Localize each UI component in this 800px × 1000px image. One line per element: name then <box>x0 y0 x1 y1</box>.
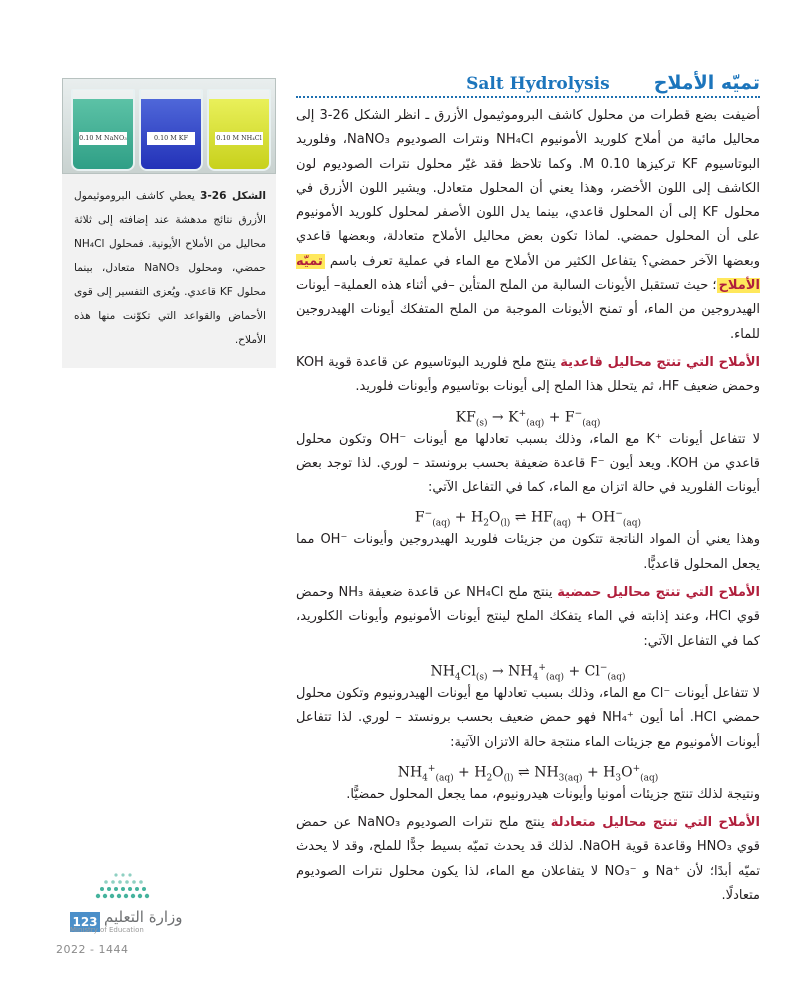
neutral-salts-text: ينتج ملح نترات الصوديوم NaNO₃ عن حمض قوي HNO₃ وقاعدة قوية NaOH. لذلك قد يحدث تميّه بسيط جدًّا للملح، وقد لا يحدث تميّه أبدًا؛ لأن ⁺Na و ⁻NO₃ لا يتفاعلان مع الماء، لذا يكون محلول نترات الصوديوم متعادلًا. <box>296 815 761 904</box>
intro-text-end: ؛ حيث تستقبل الأيونات السالبة من الملح المتأين –في أثناء هذه العملية– أيونات الهيدروجين من الماء، أو تمنح الأيونات الموجبة من الملح المتفكك أيونات الهيدروجين للماء. <box>296 278 760 342</box>
ministry-name-arabic: وزارة التعليم <box>104 908 183 926</box>
main-text-column <box>296 104 760 908</box>
beaker-label-kf: 0.10 M KF <box>147 132 195 145</box>
acidic-salts-paragraph-3: ونتيجة لذلك تنتج جزيئات أمونيا وأيونات هيدرونيوم، مما يجعل المحلول حمضيًّا. <box>346 786 760 802</box>
figure-caption <box>62 174 276 368</box>
ministry-name-english: Ministry of Education <box>70 926 144 934</box>
intro-text: أضيفت بضع قطرات من محلول كاشف البروموثيمول الأزرق ـ انظر الشكل 26-3 إلى محاليل مائية من أملاح كلوريد الأمونيوم NH₄Cl ونترات الصوديوم NaNO₃، وفلوريد البوتاسيوم KF تركيزها 0.10 M. وكما تلاحظ فقد غيّر محلول نترات الصوديوم لون الكاشف إلى اللون الأخضر، وهذا يعني أن المحلول متعادل. ويشير اللون الأزرق في محلول KF إلى أن المحلول قاعدي، بينما يدل اللون الأصفر لمحلول كلوريد الأمونيوم على أن المحلول حمضي. لماذا تكون بعض محاليل الأملاح متعادلة، وبعضها قاعدي وبعضها الآخر حمضي؟ يتفاعل الكثير من الأملاح مع الماء في عملية تعرف باسم <box>296 108 760 269</box>
beaker-label-nano3: 0.10 M NaNO₃ <box>79 132 127 145</box>
section-title-arabic: تميّه الأملاح <box>653 72 760 94</box>
ministry-logo-icon <box>92 868 154 902</box>
section-title-english: Salt Hydrolysis <box>466 74 610 94</box>
acidic-salts-paragraph <box>296 581 760 654</box>
title-divider <box>296 96 760 98</box>
basic-salts-paragraph-2: لا تتفاعل أيونات ⁺K مع الماء، وذلك بسبب تعادلها مع أيونات ⁻OH وتكون محلول قاعدي من KOH. ويعد أيون ⁻F قاعدة ضعيفة بحسب برونستد – لوري. لذا توجد بعض أيونات الفلوريد في حالة اتزان مع الماء، كما في التفاعل الآتي: <box>296 431 761 496</box>
equation-ammonium-hydrolysis: $NH_4^+_{(aq)} + H_2O_{(l)}$ ⇌ $NH_{3(aq)} + H_3O^+_{(aq)}$ <box>397 763 659 784</box>
beakers-photo <box>62 78 276 174</box>
acidic-salts-text: ينتج ملح NH₄Cl عن قاعدة ضعيفة NH₃ وحمض قوي HCl، وعند إذابته في الماء يتفكك الملح لينتج أيونات الأمونيوم وأيونات الكلوريد، كما في التفاعل الآتي: <box>296 585 760 649</box>
intro-paragraph <box>296 104 760 347</box>
neutral-salts-paragraph <box>296 811 760 908</box>
acidic-salts-paragraph-2: لا تتفاعل أيونات ⁻Cl مع الماء، وذلك بسبب تعادلها مع أيونات الهيدرونيوم وتكون محلول حمضي HCl. أما أيون ⁺NH₄ فهو حمض ضعيف بحسب برونستد – لوري. لذا تتفاعل أيونات الأمونيوم مع جزيئات الماء منتجة حالة الاتزان الآتية: <box>296 685 761 750</box>
acidic-salts-heading: الأملاح التي تنتج محاليل حمضية <box>557 585 760 601</box>
caption-text: يعطي كاشف البروموثيمول الأزرق نتائج مدهشة عند إضافته إلى ثلاثة محاليل من الأملاح الأيونية. فمحلول NH₄Cl حمضي، ومحلول NaNO₃ متعادل، بينما محلول KF قاعدي. ويُعزى التفسير إلى قوى الأحماض والقواعد التي تكوّنت منها هذه الأملاح. <box>74 190 267 346</box>
equation-nh4cl-dissociation: $NH_4Cl_{(s)} \to NH_4^+_{(aq)} + Cl^-_{(aq)}$ <box>430 662 626 683</box>
beaker-nano3 <box>71 89 135 171</box>
caption-figure-number: الشكل 26-3 <box>200 190 267 202</box>
beaker-nh4cl <box>207 89 271 171</box>
neutral-salts-heading: الأملاح التي تنتج محاليل متعادلة <box>550 815 760 831</box>
page-number: 123 <box>70 912 100 932</box>
basic-salts-paragraph-3: وهذا يعني أن المواد الناتجة تتكون من جزيئات فلوريد الهيدروجين وأيونات ⁻OH مما يجعل المحلول قاعديًّا. <box>296 532 760 572</box>
section-title <box>466 72 760 98</box>
beaker-kf <box>139 89 203 171</box>
basic-salts-heading: الأملاح التي تنتج محاليل قاعدية <box>560 354 760 370</box>
beaker-label-nh4cl: 0.10 M NH₄Cl <box>215 132 263 145</box>
equation-fluoride-hydrolysis: $F^-_{(aq)} + H_2O_{(l)}$ ⇌ $HF_{(aq)} + OH^-_{(aq)}$ <box>414 509 642 529</box>
basic-salts-paragraph <box>296 351 760 400</box>
basic-salts-text: ينتج ملح فلوريد البوتاسيوم عن قاعدة قوية KOH وحمض ضعيف HF، ثم يتحلل هذا الملح إلى أيونات بوتاسيوم وأيونات فلوريد. <box>296 354 760 395</box>
equation-kf-dissociation: $KF_{(s)} \to K^+_{(aq)} + F^-_{(aq)}$ <box>455 408 601 429</box>
key-term-highlight: تميّه الأملاح <box>296 253 760 294</box>
edition-year: 2022 - 1444 <box>56 943 129 956</box>
